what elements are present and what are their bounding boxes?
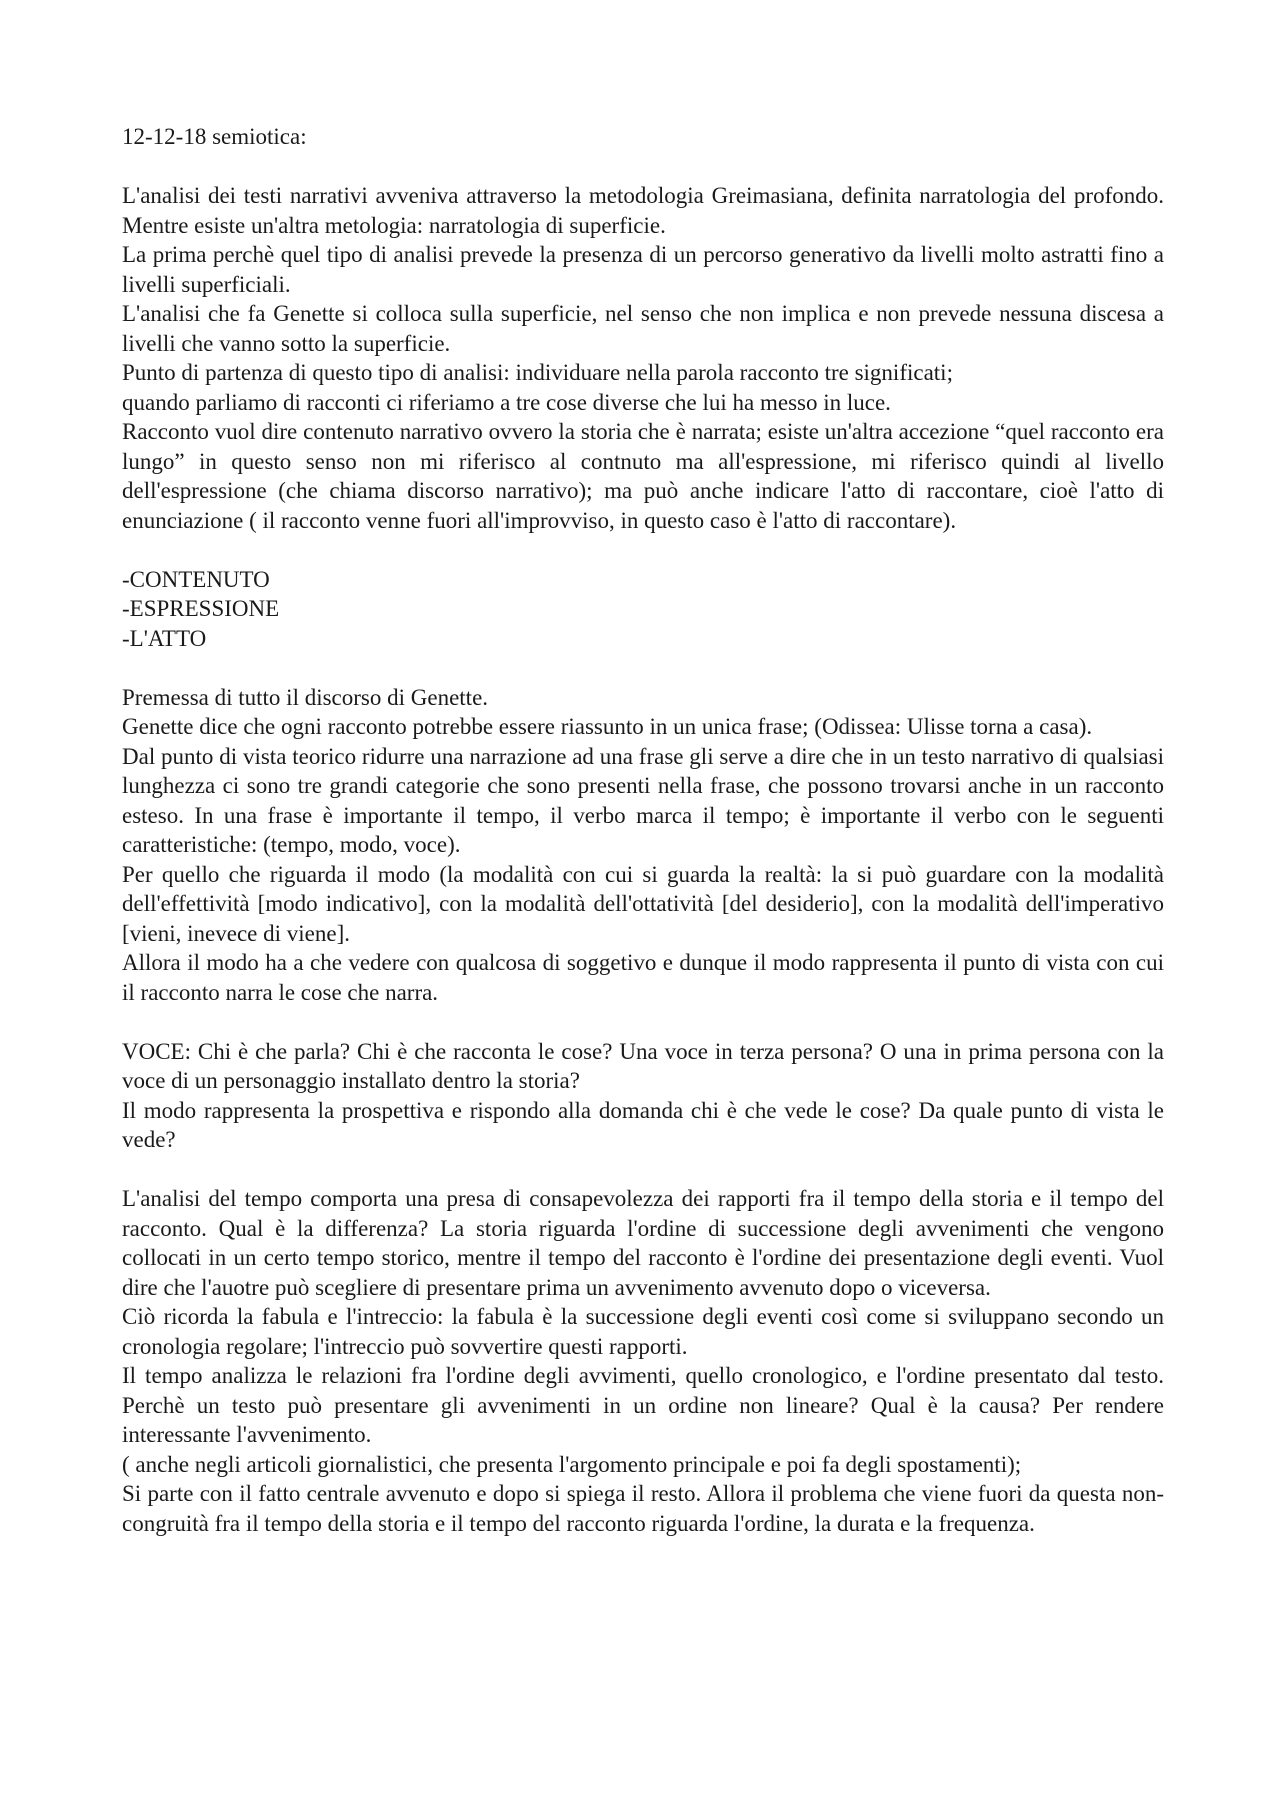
paragraph: Allora il modo ha a che vedere con qualcosa di soggetivo e dunque il modo rappresenta il punto di vista con cui il racconto narra le cose che narra. bbox=[122, 950, 1164, 1005]
paragraph: Punto di partenza di questo tipo di analisi: individuare nella parola racconto tre significati; bbox=[122, 360, 953, 385]
paragraph: Si parte con il fatto centrale avvenuto e dopo si spiega il resto. Allora il problema che viene fuori da questa non-congruità fra il tempo della storia e il tempo del racconto riguarda l'ordine, la durata e la frequenza. bbox=[122, 1481, 1164, 1536]
paragraph-gap bbox=[122, 1007, 1164, 1037]
list-item: -L'ATTO bbox=[122, 625, 207, 651]
list-item: -CONTENUTO bbox=[122, 566, 270, 592]
paragraph: Il tempo analizza le relazioni fra l'ordine degli avvimenti, quello cronologico, e l'ordine presentato dal testo. Perchè un testo può presentare gli avvenimenti in un ordine non lineare? Qual è la causa? Per rendere interessante l'avvenimento. bbox=[122, 1363, 1164, 1447]
paragraph: Genette dice che ogni racconto potrebbe essere riassunto in un unica frase; (Odissea: Ulisse torna a casa). bbox=[122, 714, 1093, 739]
paragraph-gap bbox=[122, 535, 1164, 565]
paragraph: ( anche negli articoli giornalistici, che presenta l'argomento principale e poi fa degli spostamenti); bbox=[122, 1451, 1022, 1477]
paragraph-gap bbox=[122, 152, 1164, 182]
paragraph: VOCE: Chi è che parla? Chi è che racconta le cose? Una voce in terza persona? O una in prima persona con la voce di un personaggio installato dentro la storia? bbox=[122, 1038, 1164, 1093]
paragraph: Premessa di tutto il discorso di Genette. bbox=[122, 684, 489, 710]
list-item: -ESPRESSIONE bbox=[122, 596, 280, 621]
paragraph-gap bbox=[122, 1155, 1164, 1185]
paragraph: Per quello che riguarda il modo (la modalità con cui si guarda la realtà: la si può guardare con la modalità dell'effettività [modo indicativo], con la modalità dell'ottatività [del desiderio], con la modalità dell'imperativo [vieni, inevece di viene]. bbox=[122, 861, 1164, 946]
document-heading: 12-12-18 semiotica: bbox=[122, 124, 307, 149]
document-page bbox=[122, 122, 1164, 1538]
paragraph: L'analisi dei testi narrativi avveniva attraverso la metodologia Greimasiana, definita narratologia del profondo. Mentre esiste un'altra metologia: narratologia di superficie. bbox=[122, 183, 1164, 238]
paragraph: Ciò ricorda la fabula e l'intreccio: la fabula è la successione degli eventi così come si sviluppano secondo un cronologia regolare; l'intreccio può sovvertire questi rapporti. bbox=[122, 1304, 1164, 1359]
paragraph: L'analisi del tempo comporta una presa di consapevolezza dei rapporti fra il tempo della storia e il tempo del racconto. Qual è la differenza? La storia riguarda l'ordine di successione degli avvenimenti che vengono collocati in un certo tempo storico, mentre il tempo del racconto è l'ordine dei presentazione degli eventi. Vuol dire che l'auotre può scegliere di presentare prima un avvenimento avvenuto dopo o viceversa. bbox=[122, 1186, 1164, 1300]
paragraph: L'analisi che fa Genette si colloca sulla superficie, nel senso che non implica e non prevede nessuna discesa a livelli che vanno sotto la superficie. bbox=[122, 301, 1164, 356]
paragraph: quando parliamo di racconti ci riferiamo a tre cose diverse che lui ha messo in luce. bbox=[122, 389, 891, 415]
paragraph: Dal punto di vista teorico ridurre una narrazione ad una frase gli serve a dire che in un testo narrativo di qualsiasi lunghezza ci sono tre grandi categorie che sono presenti nella frase, che possono trovarsi anche in un racconto esteso. In una frase è importante il tempo, il verbo marca il tempo; è importante il verbo con le seguenti caratteristiche: (tempo, modo, voce). bbox=[122, 743, 1164, 857]
paragraph: Il modo rappresenta la prospettiva e rispondo alla domanda chi è che vede le cose? Da quale punto di vista le vede? bbox=[122, 1097, 1164, 1152]
paragraph: La prima perchè quel tipo di analisi prevede la presenza di un percorso generativo da livelli molto astratti fino a livelli superficiali. bbox=[122, 242, 1164, 297]
paragraph: Racconto vuol dire contenuto narrativo ovvero la storia che è narrata; esiste un'altra accezione “quel racconto era lungo” in questo senso non mi riferisco al contnuto ma all'espressione, mi riferisco quindi al livello dell'espressione (che chiama discorso narrativo); ma può anche indicare l'atto di raccontare, cioè l'atto di enunciazione ( il racconto venne fuori all'improvviso, in questo caso è l'atto di raccontare). bbox=[122, 419, 1164, 533]
paragraph-gap bbox=[122, 653, 1164, 683]
